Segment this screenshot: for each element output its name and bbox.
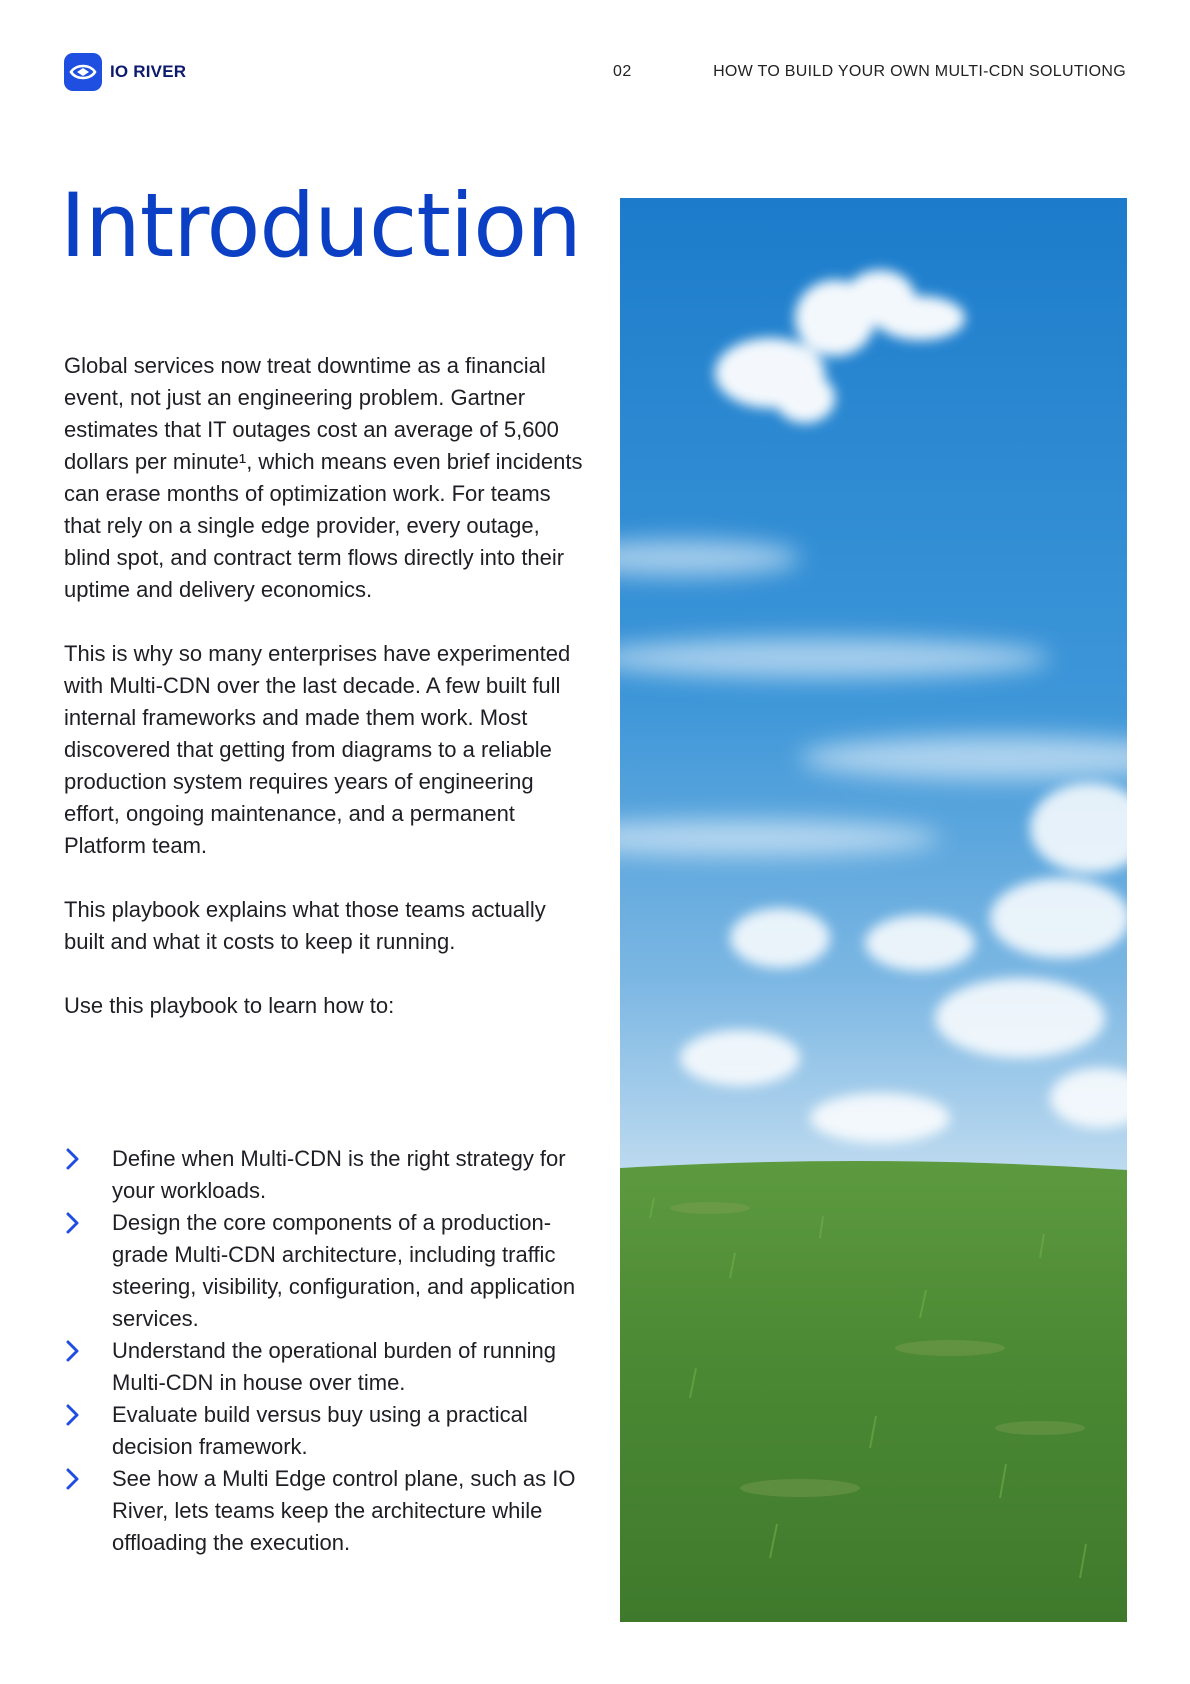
chevron-right-icon <box>64 1335 112 1367</box>
page-number: 02 <box>613 63 632 80</box>
chevron-right-icon <box>64 1207 112 1239</box>
paragraph: Use this playbook to learn how to: <box>64 993 395 1018</box>
chevron-right-icon <box>64 1463 112 1495</box>
list-item <box>64 1399 584 1463</box>
chevron-right-icon <box>64 1143 112 1175</box>
list-item-text: Evaluate build versus buy using a practical decision framework. <box>112 1402 528 1459</box>
paragraph: This playbook explains what those teams actually built and what it costs to keep it running. <box>64 897 546 954</box>
bullet-list <box>64 1143 584 1559</box>
brand-name: IO RIVER <box>110 62 187 81</box>
page-title: Introduction <box>60 174 581 277</box>
list-item <box>64 1335 584 1399</box>
list-item-text: Design the core components of a production-grade Multi-CDN architecture, including traffic steering, visibility, configuration, and application services. <box>112 1210 576 1331</box>
list-item <box>64 1143 584 1207</box>
brand-logo <box>64 53 186 91</box>
intro-body <box>64 350 584 1054</box>
paragraph: This is why so many enterprises have experimented with Multi-CDN over the last decade. A few built full internal frameworks and made them work. Most discovered that getting from diagrams to a reliable production system requires years of engineering effort, ongoing maintenance, and a permanent Platform team. <box>64 641 571 858</box>
eye-logo-icon <box>64 53 102 91</box>
list-item-text: Define when Multi-CDN is the right strategy for your workloads. <box>112 1146 566 1203</box>
list-item-text: See how a Multi Edge control plane, such as IO River, lets teams keep the architecture while offloading the execution. <box>112 1466 576 1555</box>
paragraph: Global services now treat downtime as a financial event, not just an engineering problem. Gartner estimates that IT outages cost an average of 5,600 dollars per minute¹, which means even brief incidents can erase months of optimization work. For teams that rely on a single edge provider, every outage, blind spot, and contract term flows directly into their uptime and delivery economics. <box>64 353 583 602</box>
list-item-text: Understand the operational burden of running Multi-CDN in house over time. <box>112 1338 556 1395</box>
list-item <box>64 1207 584 1335</box>
list-item <box>64 1463 584 1559</box>
chevron-right-icon <box>64 1399 112 1431</box>
sky-grass-photo <box>620 198 1127 1622</box>
document-title: HOW TO BUILD YOUR OWN MULTI-CDN SOLUTIONG <box>713 63 1126 80</box>
